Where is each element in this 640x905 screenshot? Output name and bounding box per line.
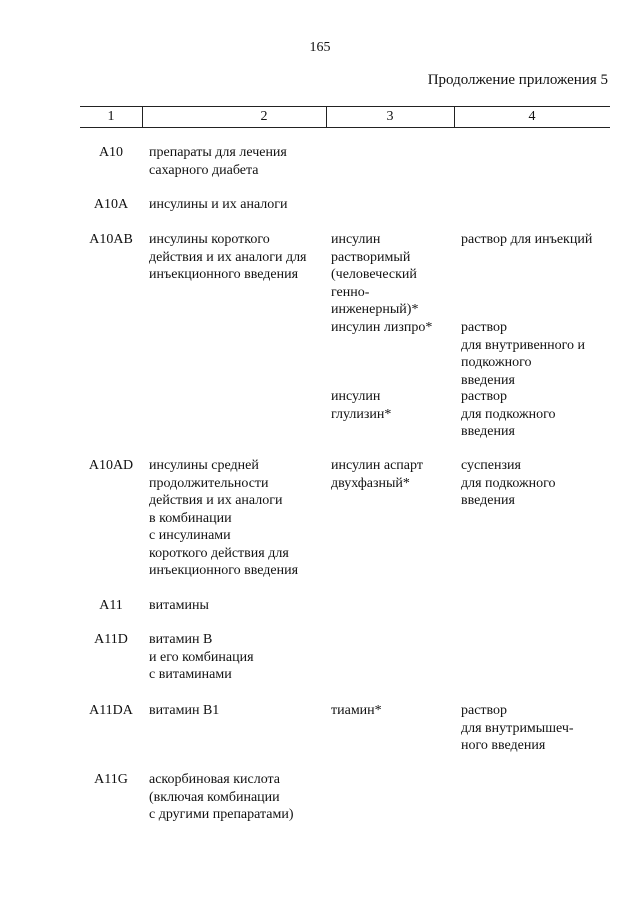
group-description: витамины [149,598,209,613]
header-cell-3: 3 [386,109,394,124]
group-description: аскорбиновая кислота (включая комбинации с другими препаратами) [149,772,294,822]
atc-code: A11G [94,772,128,787]
atc-code: A11 [99,598,123,613]
atc-code: A11DA [89,703,133,718]
atc-code: A10AD [88,458,134,473]
dosage-form: суспензия для подкожного введения [461,458,556,508]
page-number: 165 [309,40,331,55]
atc-code: A11D [94,632,128,647]
dosage-form: раствор для внутривенного и подкожного введения [461,320,586,388]
group-description: препараты для лечения сахарного диабета [149,145,287,178]
group-description: инсулины средней продолжительности действия и их аналоги в комбинации с инсулинами короткого действия для инъекционного введения [149,458,299,578]
header-cell-2: 2 [260,109,268,124]
atc-code: A10AB [89,232,133,247]
dosage-form: раствор для подкожного введения [461,389,556,439]
group-description: инсулины и их аналоги [149,197,288,212]
drug-name: инсулин лизпро* [331,320,433,335]
group-description: витамин B1 [149,703,220,718]
group-description: инсулины короткого действия и их аналоги для инъекционного введения [149,232,307,282]
atc-code: A10A [93,197,129,212]
dosage-form: раствор для внутримышеч- ного введения [461,703,574,753]
atc-code: A10 [98,145,124,160]
drug-name: инсулин растворимый (человеческий генно- инженерный)* [331,232,419,317]
drug-name: инсулин аспарт двухфазный* [331,458,423,491]
appendix-title: Продолжение приложения 5 [427,72,608,88]
header-cell-4: 4 [528,109,536,124]
drug-name: тиамин* [331,703,382,718]
dosage-form: раствор для инъекций [461,232,593,247]
group-description: витамин B и его комбинация с витаминами [149,632,254,682]
table-header-row [80,106,610,128]
header-cell-1: 1 [107,109,115,124]
drug-name: инсулин глулизин* [331,389,392,422]
